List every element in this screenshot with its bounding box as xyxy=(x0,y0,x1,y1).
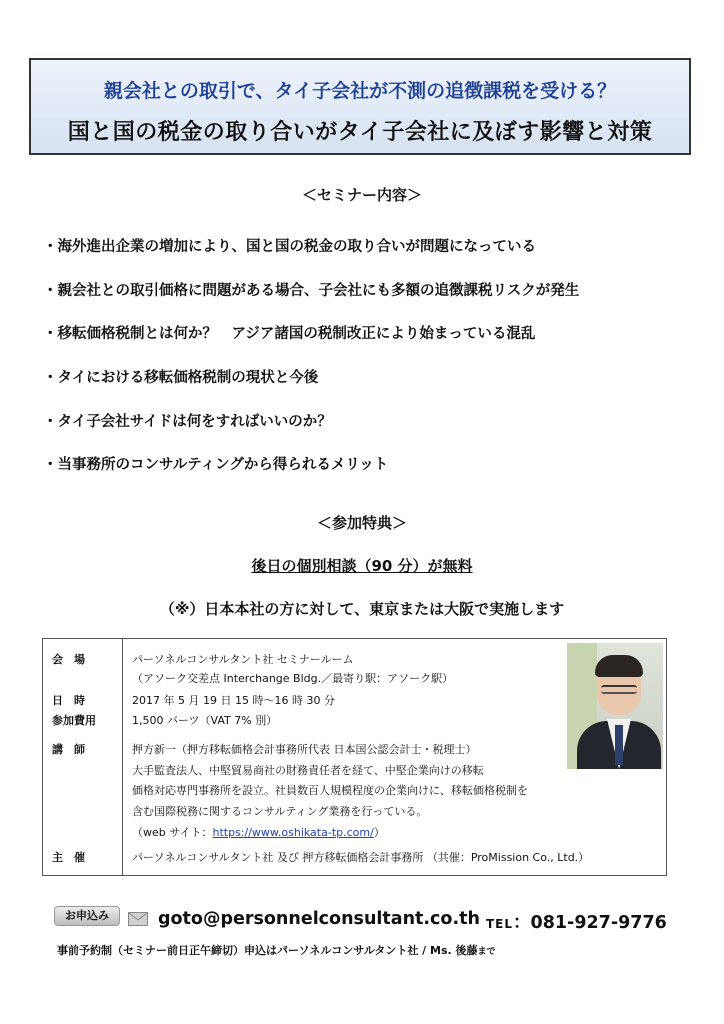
reservation-note xyxy=(57,942,496,958)
contact-email[interactable]: goto@personnelconsultant.co.th xyxy=(158,909,480,929)
seminar-item: ・当事務所のコンサルティングから得られるメリット xyxy=(43,457,389,473)
mail-icon xyxy=(128,912,148,926)
datetime-label: 日 時 xyxy=(52,694,85,707)
seminar-item: ・親会社との取引価格に問題がある場合、子会社にも多額の追徴課税リスクが発生 xyxy=(43,283,580,299)
apply-badge: お申込み xyxy=(54,906,120,926)
tel-value: ：081-927-9776 xyxy=(513,913,667,933)
seminar-item: ・海外進出企業の増加により、国と国の税金の取り合いが問題になっている xyxy=(43,239,536,255)
reservation-note-text: 事前予約制（セミナー前日正午締切）申込はパーソネルコンサルタント社 / Ms. 後藤 xyxy=(57,944,478,957)
benefit-main xyxy=(0,555,724,576)
seminar-item: ・タイにおける移転価格税制の現状と今後 xyxy=(43,370,319,386)
tel-label: TEL xyxy=(486,917,514,931)
speaker-line-3: 価格対応専門事務所を設立。社員数百人規模程度の企業向けに、移転価格税制を xyxy=(132,784,528,797)
title-line-2: 国と国の税金の取り合いがタイ子会社に及ぼす影響と対策 xyxy=(67,120,653,145)
venue-label: 会 場 xyxy=(52,653,85,666)
fee-value: 1,500 バーツ（VAT 7% 別） xyxy=(132,714,278,727)
website-prefix: （web サイト： xyxy=(132,826,213,839)
website-suffix: ） xyxy=(373,826,385,839)
table-divider xyxy=(122,639,123,875)
speaker-photo xyxy=(567,643,663,769)
fee-label: 参加費用 xyxy=(52,714,96,727)
speaker-label: 講 師 xyxy=(52,743,85,756)
datetime-value: 2017 年 5 月 19 日 15 時～16 時 30 分 xyxy=(132,694,335,707)
details-table xyxy=(42,638,667,876)
benefits-heading: ＜参加特典＞ xyxy=(316,514,407,532)
speaker-line-4: 含む国際税務に関するコンサルティング業務を行っている。 xyxy=(132,805,428,818)
speaker-line-2: 大手監査法人、中堅貿易商社の財務責任者を経て、中堅企業向けの移転 xyxy=(132,764,484,777)
venue-line-1: パーソネルコンサルタント社 セミナールーム xyxy=(132,653,354,666)
title-banner xyxy=(29,58,691,155)
organizer-value: パーソネルコンサルタント社 及び 押方移転価格会計事務所 （共催：ProMission Co., Ltd.） xyxy=(132,851,590,864)
website-line xyxy=(132,824,385,840)
benefit-main-text: 後日の個別相談（90 分）が無料 xyxy=(251,557,473,575)
seminar-item: ・タイ子会社サイドは何をすればいいのか？ xyxy=(43,414,332,430)
benefit-note: （※）日本本社の方に対して、東京または大阪で実施します xyxy=(159,600,565,618)
reservation-note-suffix: まで xyxy=(477,947,496,957)
organizer-label: 主 催 xyxy=(52,851,85,864)
speaker-line-1: 押方新一（押方移転価格会計事務所代表 日本国公認会計士・税理士） xyxy=(132,743,477,756)
seminar-item: ・移転価格税制とは何か？ アジア諸国の税制改正により始まっている混乱 xyxy=(43,326,536,342)
title-line-1: 親会社との取引で、タイ子会社が不測の追徴課税を受ける？ xyxy=(103,80,617,102)
venue-line-2: （アソーク交差点 Interchange Bldg.／最寄り駅：アソーク駅） xyxy=(132,672,454,685)
website-link[interactable]: https://www.oshikata-tp.com/ xyxy=(212,826,374,839)
seminar-content-heading: ＜セミナー内容＞ xyxy=(301,186,422,204)
contact-tel xyxy=(486,909,667,934)
